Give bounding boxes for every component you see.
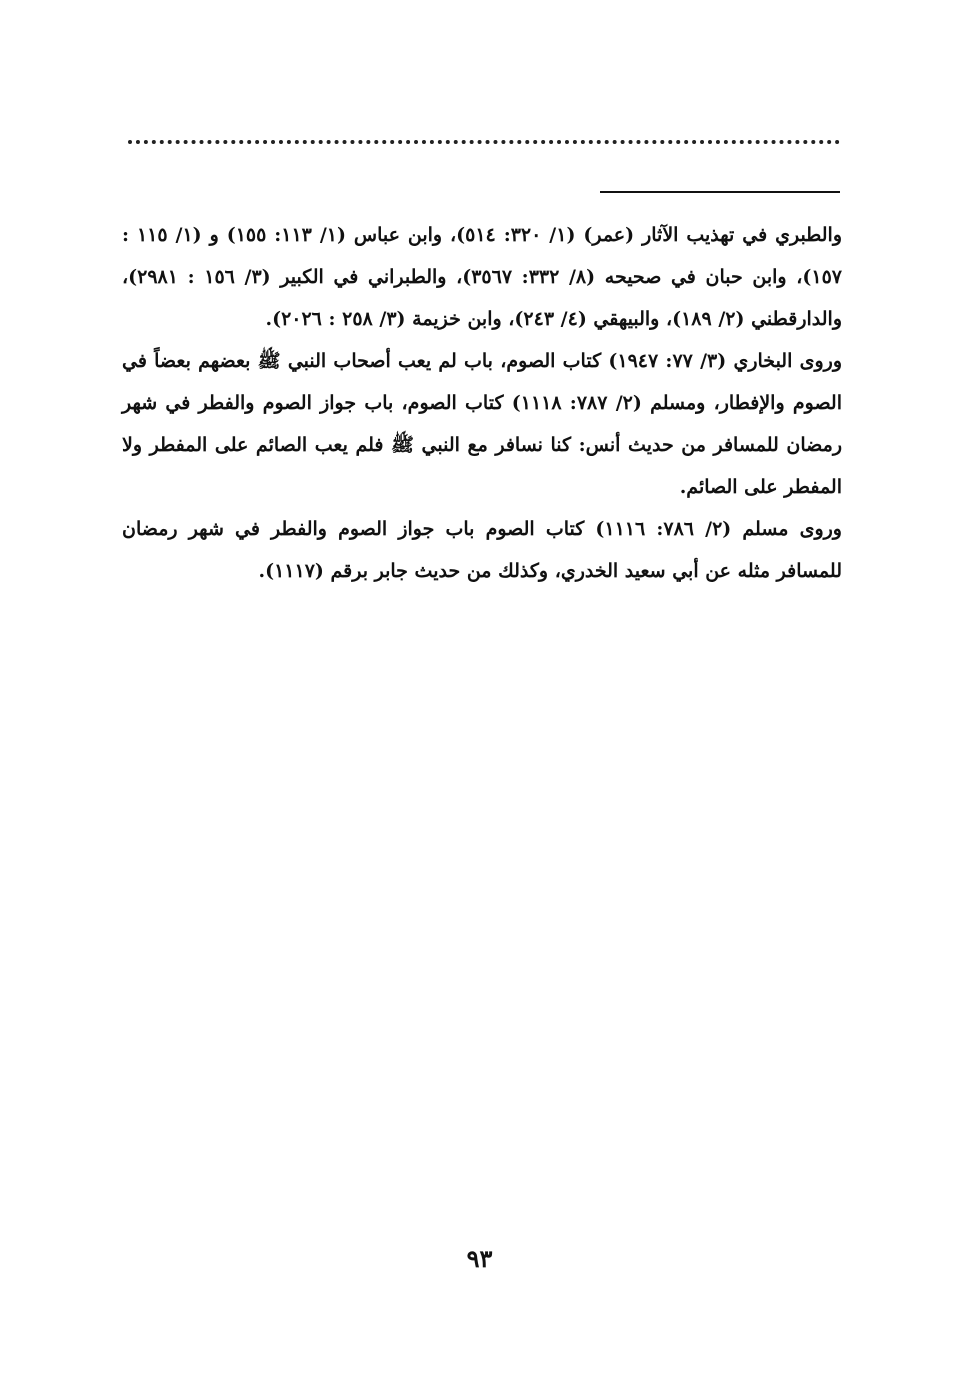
- footnote-rule: [600, 191, 840, 193]
- footnote-paragraph-2: وروى البخاري (٣/ ٧٧: ١٩٤٧) كتاب الصوم، باب لم يعب أصحاب النبي ﷺ بعضهم بعضاً في الصوم والإفطار، ومسلم (٢/ ٧٨٧: ١١١٨) كتاب الصوم، باب جواز الصوم والفطر في شهر رمضان للمسافر من حديث أنس: كنا نسافر مع النبي ﷺ فلم يعب الصائم على المفطر ولا المفطر على الصائم.: [122, 350, 842, 498]
- footnotes-section: [122, 214, 842, 592]
- footnote-paragraph-1: والطبري في تهذيب الآثار (عمر) (١/ ٣٢٠: ٥١٤)، وابن عباس (١/ ١١٣: ١٥٥) و (١/ ١١٥ : ١٥٧)، وابن حبان في صحيحه (٨/ ٣٣٢: ٣٥٦٧)، والطبراني في الكبير (٣/ ١٥٦ : ٢٩٨١)، والدارقطني (٢/ ١٨٩)، والبيهقي (٤/ ٢٤٣)، وابن خزيمة (٣/ ٢٥٨ : ٢٠٢٦).: [122, 224, 843, 330]
- dotted-separator: [128, 140, 840, 144]
- page-number: ٩٣: [466, 1244, 493, 1273]
- footnote-paragraph-3: وروى مسلم (٢/ ٧٨٦: ١١١٦) كتاب الصوم باب جواز الصوم والفطر في شهر رمضان للمسافر مثله عن أبي سعيد الخدري، وكذلك من حديث جابر برقم (١١١٧).: [122, 518, 842, 582]
